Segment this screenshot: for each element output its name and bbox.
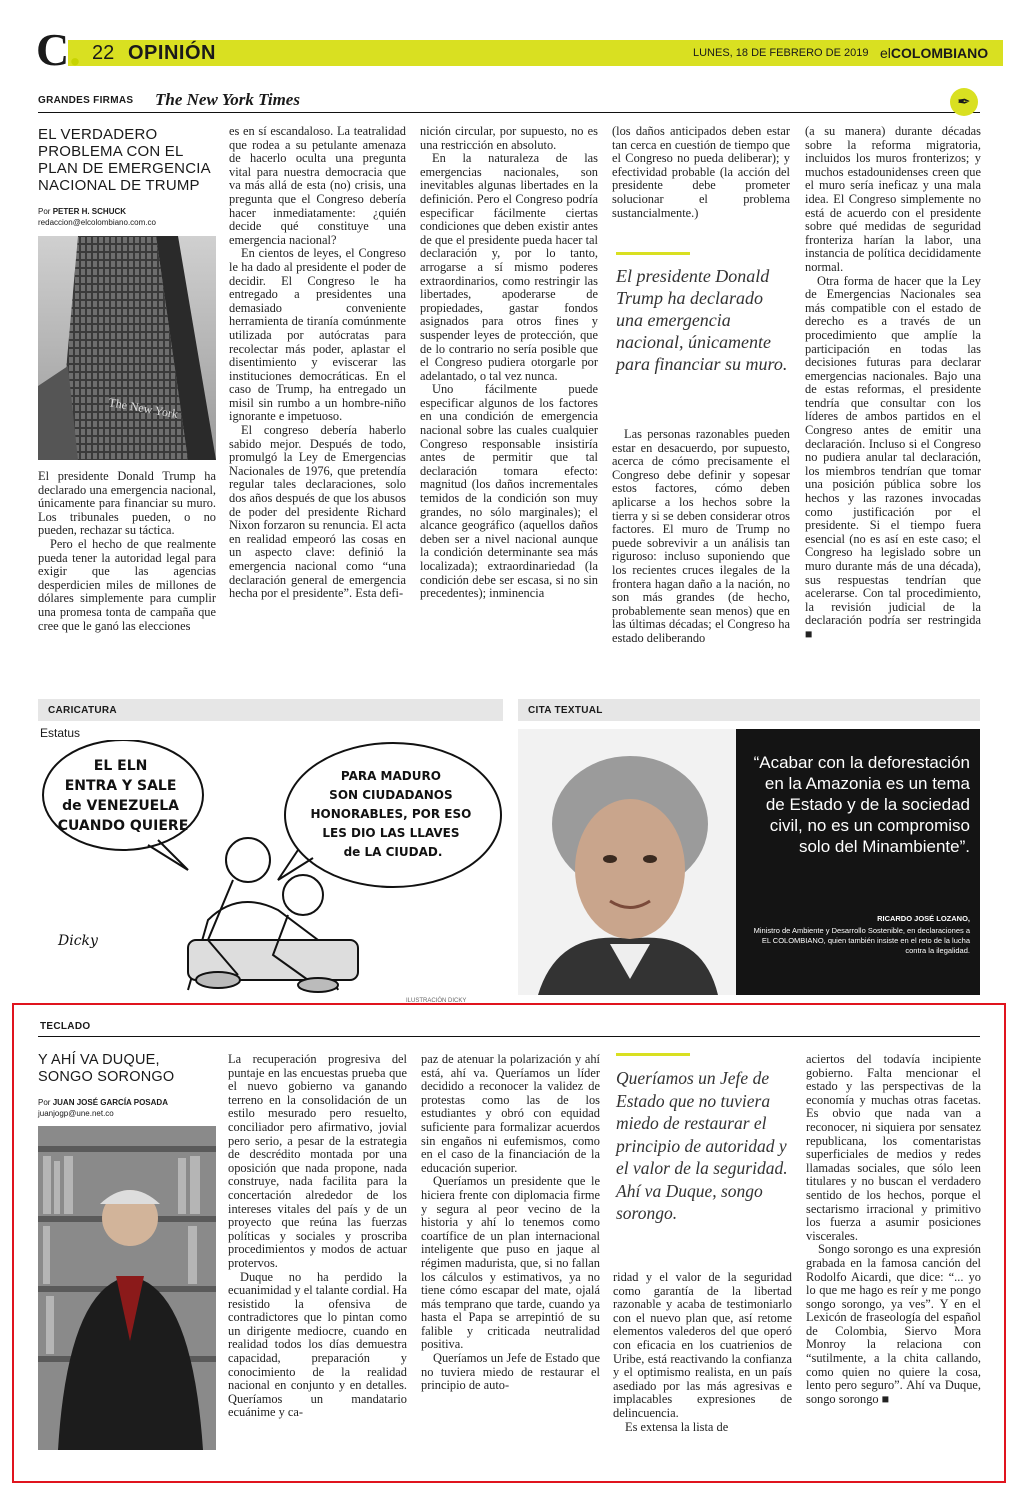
article-column-5: (a su manera) durante décadas sobre la reforma migratoria, incluidos los muros fronterizos; y muchos estadounidenses creen que el muro sería ineficaz y una mala idea. El Congreso simplemente no está de acuerdo con el presidente sobre qué medidas de seguridad fronteriza harían la labor, una instancia de política decididamente normal. Otra forma de hacer que la Ley de Emergencias Nacionales sea más compatible con el estado de derecho es a través de un procedimiento que amplíe la participación en todas las decisiones futuras para declarar emergencias nacionales. Bajo una de estas reformas, el presidente tendría que consultar con los líderes de ambos partidos en el Congreso antes de emitir una declaración. Incluso si el Congreso no pudiera anular tal declaración, los miembros tendrían que tomar una posición pública sobre los hechos y las razones invocadas como justificación por el presidente. Si el tiempo fuera esencial (no es así en este caso; el Congreso ha legislado sobre un muro durante más de una década), sus respuestas tendrían que acelerarse. Con tal procedimiento, la revisión judicial de la declaración podría ser restringida ■ [805,125,981,641]
pull-quote-accent [616,252,690,255]
teclado-column-4: ridad y el valor de la seguridad como garantía de la libertad razonable y acaba de testimoniarlo con el nuevo plan que, así retome elementos valederos del que operó con eficacia en los cuatrienios de Uribe, está reactivando la confianza y el optimismo realista, en un país asediado por las más agresivas e implacables expresiones de delincuencia. Es extensa la lista de [613,1271,792,1434]
author-email: redaccion@elcolombiano.com.co [38,218,156,227]
pen-icon: ✒ [950,88,978,116]
quote-author-description: Ministro de Ambiente y Desarrollo Sostenible, en declaraciones a EL COLOMBIANO, quien también insiste en el reto de la lucha contra la ilegalidad. [753,926,970,955]
svg-text:The New York: The New York [107,395,180,422]
article-column-2: es en sí escandaloso. La teatralidad que rodea a su petulante amenaza de hacerlo oculta una pregunta vital para nuestra democracia que va más allá de esta (no) crisis, una pregunta que el Congreso debería hacer inmediatamente: ¿quién decide qué constituye una emergencia nacional? En cientos de leyes, el Congreso le ha dado al presidente el poder de decidir. El Congreso le ha entregado a presidentes una demasiado conveniente herramienta de tiranía comúnmente utilizada por autócratas para recolectar más poder, aplastar el disentimiento y eviscerar las instituciones democráticas. En el caso de Trump, ha entregado un misil sin rumbo a un hombre-niño ignorante e impetuoso. El congreso debería haberlo sabido mejor. Después de todo, promulgó la Ley de Emergencias Nacionales de 1976, que pretendía regular tales declaraciones, solo dos años después de que los abusos de poder del presidente Richard Nixon forzaron su renuncia. El acta en realidad empeoró las cosas en un aspecto clave: definió la emergencia nacional como “una declaración general de emergencia hecha por el presidente”. Esta defi- [229,125,406,601]
teclado-column-2: La recuperación progresiva del puntaje en las encuestas prueba que el nuevo gobierno va ganando terreno en la consolidación de un estilo mesurado pero resuelto, conciliador pero afirmativo, jovial pero serio, a pesar de la estrategia de descrédito montada por una oposición que nada propone, nada construye, nada facilita para la concertación alrededor de los intereses vitales del país y de un proyecto que reúna las fuerzas políticas y sociales y proscriba procedimientos y modos de actuar protervos. Duque no ha perdido la ecuanimidad y el talante cordial. Ha resistido la ofensiva de contradictores que lo pintan como un dirigente mediocre, cuando en realidad todos los días demuestra capacidad, preparación y conocimiento de la realidad nacional en conjunto y en detalles. Queríamos un mandatario ecuánime y ca- [228,1053,407,1420]
section-rule [38,112,980,113]
teclado-rule [38,1036,980,1037]
section-title: OPINIÓN [128,42,216,64]
quote-text: “Acabar con la deforestación en la Amazonia es un tema de Estado y de la sociedad civil, no es un compromiso solo del Minambiente”. [753,753,970,856]
teclado-pull-accent [616,1053,690,1056]
article-column-4: (los daños anticipados deben estar tan cerca en cuestión de tiempo que el Congreso no pueda deliberar); y efectividad probable (la acción del presidente debe prometer solucionar el problema sustancialmente.) [612,125,790,220]
svg-text:PARA MADURO SON CIUDADAN: PARA MADURO SON CIUDADANOS HONORABLES, POR ESO LES DIO LAS LLAVES de LA CIUDAD. [310,769,472,859]
building-photo [38,236,216,460]
illustration-credit: ILUSTRACIÓN DICKY [406,998,467,1004]
svg-text:EL ELN ENTRA Y SALE: EL ELN ENTRA Y SALE de VENEZUELA CUANDO QUIERE [57,758,189,834]
article-column-3: nición circular, por supuesto, no es una restricción en absoluto. En la naturaleza de las emergencias nacionales, son inevitables algunas libertades en la definición. Pero el Congreso podría especificar fácilmente ciertas condiciones que deben existir antes de que el presidente pueda hacer tal declaración y, por lo tanto, arrogarse a sí mismo poderes extraordinarios, como restringir las libertades, apoderarse de propiedades, gastar fondos asignados para otros fines y suspender leyes de protección, que de lo contrario no sería posible que el Congreso pudiera otorgarle por adelantado, o tal vez nunca. Uno fácilmente puede especificar algunos de los factores en una condición de emergencia nacional sobre las cuales cualquier Congreso responsable insistiría antes de permitir que tal declaración tomara efecto: magnitud (los daños incrementales temidos de la condición son muy grandes, no sólo marginales); el alcance geográfico (aquellos daños deben ser a nivel nacional aunque la condición determinante sea más localizada); extraordinariedad (la condición debe ser escasa, si no sin precedentes); inminencia [420,125,598,601]
caricatura-subtitle: Estatus [40,726,81,740]
article-column-4b: Las personas razonables pueden estar en desacuerdo, por supuesto, acerca de cómo precisamente el Congreso debe definir y sopesar estos factores, cómo deben aplicarse a los hechos sobre la tierra y si se deben considerar otros factores. El muro de Trump no puede sobrevivir a un análisis tan riguroso: incluso suponiendo que los recientes cruces ilegales de la frontera hagan daño a la nación, no son más grandes (de hecho, probablemente sean menos) que en las últimas décadas; el Congreso ha estado deliberando [612,428,790,645]
teclado-pull-quote: Queríamos un Jefe de Estado que no tuviera miedo de restaurar el principio de autoridad y el valor de la seguridad. Ahí va Duque, songo sorongo. [616,1068,788,1223]
teclado-email: juanjogp@une.net.co [38,1109,114,1118]
portrait-photo [518,729,736,995]
teclado-column-5: aciertos del todavía incipiente gobierno. Falta mencionar el estado y las perspectivas de la economía y muchas otras facetas. Es obvio que nada van a reconocer, ni siquiera por sensatez republicana, los comentaristas superficiales de medios y redes llamadas sociales, que sólo leen titulares y no buscan el verdadero sentido de los hechos, porque el sectarismo irracional y primitivo los fuerza a asumir posiciones viscerales. Songo sorongo es una expresión grabada en la famosa canción del Rodolfo Aicardi, que dice: “... yo lo que me hago es reír y me pongo songo sorongo, ya ves”. Y en el Lexicón de fraseología del español de Colombia, Siervo Mora Monroy la relaciona con “sutilmente, a la chita callando, como quien no quiere la cosa, lento pero seguro”. Ahí va Duque, songo sorongo ■ [806,1053,981,1406]
caricature-illustration [38,740,503,995]
brand: elCOLOMBIANO [880,45,989,61]
quote-author: RICARDO JOSÉ LOZANO, [877,914,970,923]
issue-date: LUNES, 18 DE FEBRERO DE 2019 [693,47,869,59]
teclado-column-3: paz de atenuar la polarización y ahí está, ahí va. Queríamos un líder decidido a reconocer la validez de protestas como las de los estudiantes y obró con equidad suficiente para formalizar acuerdos sin engaños ni eufemismos, como en el caso de la financiación de la educación superior. Queríamos un presidente que le hiciera frente con diplomacia firme y segura al peor vecino de la historia y ahí lo tenemos como coartífice de un plan internacional inteligente que puso en jaque al régimen madurista, que, si no fallan los cálculos y estimativos, ya no tiene cómo escapar del mate, ojalá más temprano que tarde, cuando ya hasta el Papa se arrepintió de su falible y criticada neutralidad positiva. Queríamos un Jefe de Estado que no tuviera miedo de restaurar el principio de auto- [421,1053,600,1393]
pull-quote: El presidente Donald Trump ha declarado una emergencia nacional, únicamente para financiar su muro. [616,266,788,374]
partner-logo: The New York Times [155,90,300,109]
cita-label: CITA TEXTUAL [528,705,603,716]
article-column-1: El presidente Donald Trump ha declarado una emergencia nacional, únicamente para financiar su muro. Los tribunales pueden, o no pueden, rechazar su táctica. Pero el hecho de que realmente pueda tener la autoridad legal para exigir que las agencias desperdicien miles de millones de dólares simplemente para cumplir una promesa tonta de campaña que cree que le ganó las elecciones [38,470,216,633]
page-number: 22 [92,42,115,64]
cartoonist-signature: Dicky [58,933,98,949]
article-title: EL VERDADERO PROBLEMA CON EL PLAN DE EMERGENCIA NACIONAL DE TRUMP [38,126,210,194]
caricatura-label: CARICATURA [48,705,117,716]
teclado-label: TECLADO [40,1021,91,1032]
teclado-title: Y AHÍ VA DUQUE, SONGO SORONGO [38,1052,175,1085]
logo: C. [36,24,81,75]
byline: Por PETER H. SCHUCK [38,207,127,216]
section-label: GRANDES FIRMAS [38,95,134,106]
bookshelf-photo [38,1126,216,1450]
teclado-byline: Por JUAN JOSÉ GARCÍA POSADA [38,1098,168,1107]
